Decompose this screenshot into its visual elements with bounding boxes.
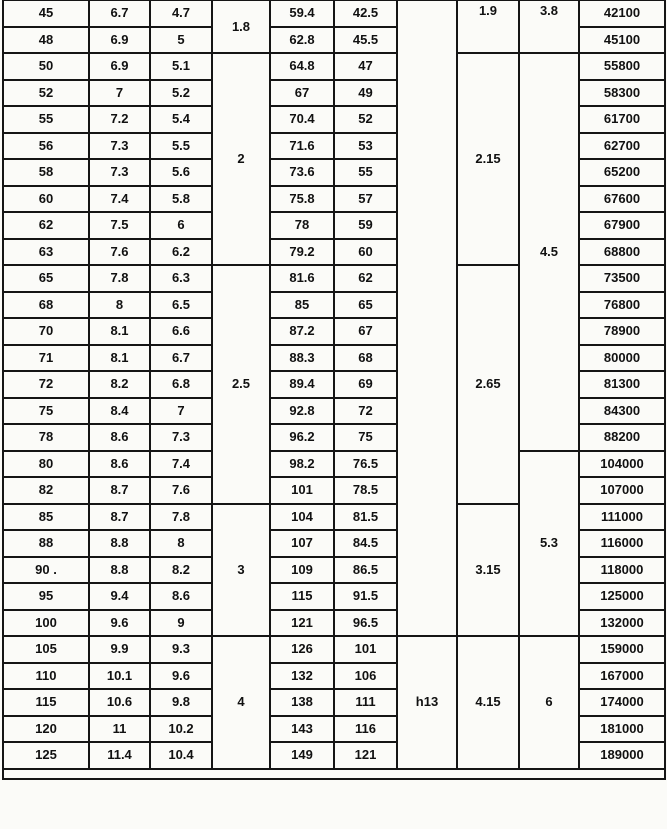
cell-col-f: 101 — [334, 636, 397, 663]
cell-col-f: 67 — [334, 318, 397, 345]
cell-col-e: 138 — [270, 689, 334, 716]
cell-col-b: 8 — [89, 292, 150, 319]
cell-col-c: 8 — [150, 530, 212, 557]
cell-nominal-size: 88 — [3, 530, 89, 557]
cell-col-c: 6 — [150, 212, 212, 239]
cell-col-c: 6.2 — [150, 239, 212, 266]
cell-col-j: 76800 — [579, 292, 665, 319]
cell-col-c: 6.3 — [150, 265, 212, 292]
cell-nominal-size: 90 . — [3, 557, 89, 584]
cell-col-j: 61700 — [579, 106, 665, 133]
cell-nominal-size: 70 — [3, 318, 89, 345]
cell-col-f: 49 — [334, 80, 397, 107]
cell-col-b: 11 — [89, 716, 150, 743]
cell-col-f: 55 — [334, 159, 397, 186]
cell-col-e: 88.3 — [270, 345, 334, 372]
cell-col-b: 7.2 — [89, 106, 150, 133]
cell-col-b: 8.1 — [89, 318, 150, 345]
cell-col-c: 6.7 — [150, 345, 212, 372]
cell-col-b: 9.9 — [89, 636, 150, 663]
cell-col-c: 8.6 — [150, 583, 212, 610]
cell-col-f: 86.5 — [334, 557, 397, 584]
cell-col-e: 71.6 — [270, 133, 334, 160]
cell-col-f: 111 — [334, 689, 397, 716]
cell-col-b: 8.4 — [89, 398, 150, 425]
cell-col-e: 85 — [270, 292, 334, 319]
cell-col-b: 11.4 — [89, 742, 150, 769]
cell-col-i: 3.8 — [519, 0, 579, 53]
table-row — [3, 451, 665, 478]
cell-col-b: 8.8 — [89, 557, 150, 584]
cell-col-c: 9.3 — [150, 636, 212, 663]
cell-col-j: 80000 — [579, 345, 665, 372]
cell-nominal-size: 85 — [3, 504, 89, 531]
cell-col-e: 75.8 — [270, 186, 334, 213]
cell-col-f: 121 — [334, 742, 397, 769]
cell-col-h: 2.65 — [457, 265, 519, 504]
cell-col-b: 7.3 — [89, 133, 150, 160]
cell-nominal-size: 48 — [3, 27, 89, 54]
cell-col-j: 65200 — [579, 159, 665, 186]
cell-col-e: 73.6 — [270, 159, 334, 186]
cell-col-j: 118000 — [579, 557, 665, 584]
cell-col-j: 67900 — [579, 212, 665, 239]
cell-col-d: 3 — [212, 504, 270, 637]
table-body — [3, 0, 665, 769]
cell-col-i: 6 — [519, 636, 579, 769]
cell-col-e: 62.8 — [270, 27, 334, 54]
cell-col-j: 104000 — [579, 451, 665, 478]
cell-col-e: 87.2 — [270, 318, 334, 345]
cell-col-j: 116000 — [579, 530, 665, 557]
cell-col-c: 7.4 — [150, 451, 212, 478]
cell-col-b: 10.6 — [89, 689, 150, 716]
cell-col-b: 7.8 — [89, 265, 150, 292]
cell-col-e: 79.2 — [270, 239, 334, 266]
cell-col-f: 75 — [334, 424, 397, 451]
dimension-table — [2, 0, 666, 780]
cell-nominal-size: 52 — [3, 80, 89, 107]
table-row — [3, 0, 665, 27]
cell-col-e: 104 — [270, 504, 334, 531]
cell-col-j: 111000 — [579, 504, 665, 531]
cell-col-j: 181000 — [579, 716, 665, 743]
cell-nominal-size: 105 — [3, 636, 89, 663]
cell-col-c: 7.8 — [150, 504, 212, 531]
cell-nominal-size: 82 — [3, 477, 89, 504]
cell-col-c: 8.2 — [150, 557, 212, 584]
cell-col-c: 9.8 — [150, 689, 212, 716]
cell-nominal-size: 80 — [3, 451, 89, 478]
cell-col-b: 8.2 — [89, 371, 150, 398]
cell-col-i: 5.3 — [519, 451, 579, 637]
cell-col-c: 5.6 — [150, 159, 212, 186]
cell-nominal-size: 95 — [3, 583, 89, 610]
cell-col-c: 5.1 — [150, 53, 212, 80]
cell-col-f: 59 — [334, 212, 397, 239]
cell-col-e: 67 — [270, 80, 334, 107]
cell-nominal-size: 125 — [3, 742, 89, 769]
cell-col-e: 107 — [270, 530, 334, 557]
cell-col-e: 121 — [270, 610, 334, 637]
cell-col-c: 7.6 — [150, 477, 212, 504]
cell-col-e: 132 — [270, 663, 334, 690]
cell-nominal-size: 58 — [3, 159, 89, 186]
cell-col-f: 53 — [334, 133, 397, 160]
cell-col-b: 8.6 — [89, 424, 150, 451]
cell-col-f: 116 — [334, 716, 397, 743]
cell-col-c: 9 — [150, 610, 212, 637]
cell-col-e: 70.4 — [270, 106, 334, 133]
cell-col-j: 132000 — [579, 610, 665, 637]
cell-nominal-size: 62 — [3, 212, 89, 239]
cell-col-f: 81.5 — [334, 504, 397, 531]
cell-tolerance — [397, 0, 457, 636]
cell-col-c: 5 — [150, 27, 212, 54]
cell-nominal-size: 115 — [3, 689, 89, 716]
cell-tolerance: h13 — [397, 636, 457, 769]
cell-col-e: 126 — [270, 636, 334, 663]
cell-col-e: 92.8 — [270, 398, 334, 425]
table-footer-cell — [3, 769, 665, 779]
cell-col-c: 7.3 — [150, 424, 212, 451]
cell-col-b: 8.8 — [89, 530, 150, 557]
cell-nominal-size: 50 — [3, 53, 89, 80]
cell-col-c: 4.7 — [150, 0, 212, 27]
cell-col-f: 65 — [334, 292, 397, 319]
cell-col-e: 89.4 — [270, 371, 334, 398]
cell-col-d: 4 — [212, 636, 270, 769]
cell-col-j: 68800 — [579, 239, 665, 266]
cell-col-d: 2.5 — [212, 265, 270, 504]
cell-nominal-size: 56 — [3, 133, 89, 160]
cell-col-f: 57 — [334, 186, 397, 213]
cell-col-j: 55800 — [579, 53, 665, 80]
cell-col-b: 9.6 — [89, 610, 150, 637]
cell-nominal-size: 100 — [3, 610, 89, 637]
cell-col-e: 115 — [270, 583, 334, 610]
cell-col-j: 159000 — [579, 636, 665, 663]
cell-nominal-size: 75 — [3, 398, 89, 425]
cell-col-b: 10.1 — [89, 663, 150, 690]
cell-col-d: 1.8 — [212, 0, 270, 53]
cell-col-f: 72 — [334, 398, 397, 425]
cell-col-b: 7.4 — [89, 186, 150, 213]
cell-col-e: 149 — [270, 742, 334, 769]
cell-nominal-size: 65 — [3, 265, 89, 292]
cell-col-f: 84.5 — [334, 530, 397, 557]
cell-col-f: 62 — [334, 265, 397, 292]
cell-col-j: 84300 — [579, 398, 665, 425]
cell-col-b: 7.3 — [89, 159, 150, 186]
cell-col-j: 174000 — [579, 689, 665, 716]
cell-col-c: 9.6 — [150, 663, 212, 690]
cell-col-e: 81.6 — [270, 265, 334, 292]
table-row — [3, 53, 665, 80]
table-row — [3, 636, 665, 663]
cell-col-h: 2.15 — [457, 53, 519, 265]
cell-col-e: 143 — [270, 716, 334, 743]
cell-col-e: 78 — [270, 212, 334, 239]
cell-col-j: 78900 — [579, 318, 665, 345]
cell-col-e: 59.4 — [270, 0, 334, 27]
cell-col-f: 52 — [334, 106, 397, 133]
cell-col-b: 6.9 — [89, 27, 150, 54]
cell-nominal-size: 71 — [3, 345, 89, 372]
cell-col-b: 7.6 — [89, 239, 150, 266]
cell-col-h: 1.9 — [457, 0, 519, 53]
cell-col-e: 98.2 — [270, 451, 334, 478]
cell-col-c: 6.6 — [150, 318, 212, 345]
table-footer-row — [3, 769, 665, 779]
cell-nominal-size: 45 — [3, 0, 89, 27]
cell-nominal-size: 110 — [3, 663, 89, 690]
cell-col-j: 125000 — [579, 583, 665, 610]
cell-col-c: 5.4 — [150, 106, 212, 133]
cell-col-b: 9.4 — [89, 583, 150, 610]
cell-col-b: 8.1 — [89, 345, 150, 372]
cell-col-f: 68 — [334, 345, 397, 372]
cell-col-i: 4.5 — [519, 53, 579, 451]
cell-col-j: 73500 — [579, 265, 665, 292]
cell-col-j: 45100 — [579, 27, 665, 54]
cell-col-f: 96.5 — [334, 610, 397, 637]
cell-col-d: 2 — [212, 53, 270, 265]
cell-nominal-size: 72 — [3, 371, 89, 398]
cell-nominal-size: 120 — [3, 716, 89, 743]
cell-col-c: 5.8 — [150, 186, 212, 213]
cell-col-f: 45.5 — [334, 27, 397, 54]
cell-col-b: 6.9 — [89, 53, 150, 80]
cell-col-j: 167000 — [579, 663, 665, 690]
cell-col-c: 10.2 — [150, 716, 212, 743]
cell-col-j: 42100 — [579, 0, 665, 27]
cell-col-j: 88200 — [579, 424, 665, 451]
cell-col-f: 47 — [334, 53, 397, 80]
cell-col-f: 106 — [334, 663, 397, 690]
cell-col-f: 69 — [334, 371, 397, 398]
cell-col-j: 189000 — [579, 742, 665, 769]
cell-col-j: 58300 — [579, 80, 665, 107]
cell-col-e: 101 — [270, 477, 334, 504]
cell-col-c: 6.5 — [150, 292, 212, 319]
cell-col-b: 8.7 — [89, 504, 150, 531]
cell-col-j: 81300 — [579, 371, 665, 398]
cell-nominal-size: 63 — [3, 239, 89, 266]
cell-col-j: 67600 — [579, 186, 665, 213]
cell-col-e: 96.2 — [270, 424, 334, 451]
cell-col-c: 5.5 — [150, 133, 212, 160]
cell-col-b: 6.7 — [89, 0, 150, 27]
cell-nominal-size: 78 — [3, 424, 89, 451]
cell-col-j: 107000 — [579, 477, 665, 504]
cell-col-b: 8.6 — [89, 451, 150, 478]
cell-col-j: 62700 — [579, 133, 665, 160]
cell-col-c: 7 — [150, 398, 212, 425]
cell-col-c: 10.4 — [150, 742, 212, 769]
cell-nominal-size: 55 — [3, 106, 89, 133]
cell-col-h: 4.15 — [457, 636, 519, 769]
cell-col-b: 7.5 — [89, 212, 150, 239]
cell-col-f: 76.5 — [334, 451, 397, 478]
cell-col-f: 91.5 — [334, 583, 397, 610]
cell-col-f: 42.5 — [334, 0, 397, 27]
cell-col-f: 78.5 — [334, 477, 397, 504]
cell-col-c: 5.2 — [150, 80, 212, 107]
cell-col-b: 7 — [89, 80, 150, 107]
cell-nominal-size: 68 — [3, 292, 89, 319]
cell-col-e: 64.8 — [270, 53, 334, 80]
cell-col-b: 8.7 — [89, 477, 150, 504]
cell-col-h: 3.15 — [457, 504, 519, 637]
cell-col-f: 60 — [334, 239, 397, 266]
cell-nominal-size: 60 — [3, 186, 89, 213]
cell-col-e: 109 — [270, 557, 334, 584]
cell-col-c: 6.8 — [150, 371, 212, 398]
